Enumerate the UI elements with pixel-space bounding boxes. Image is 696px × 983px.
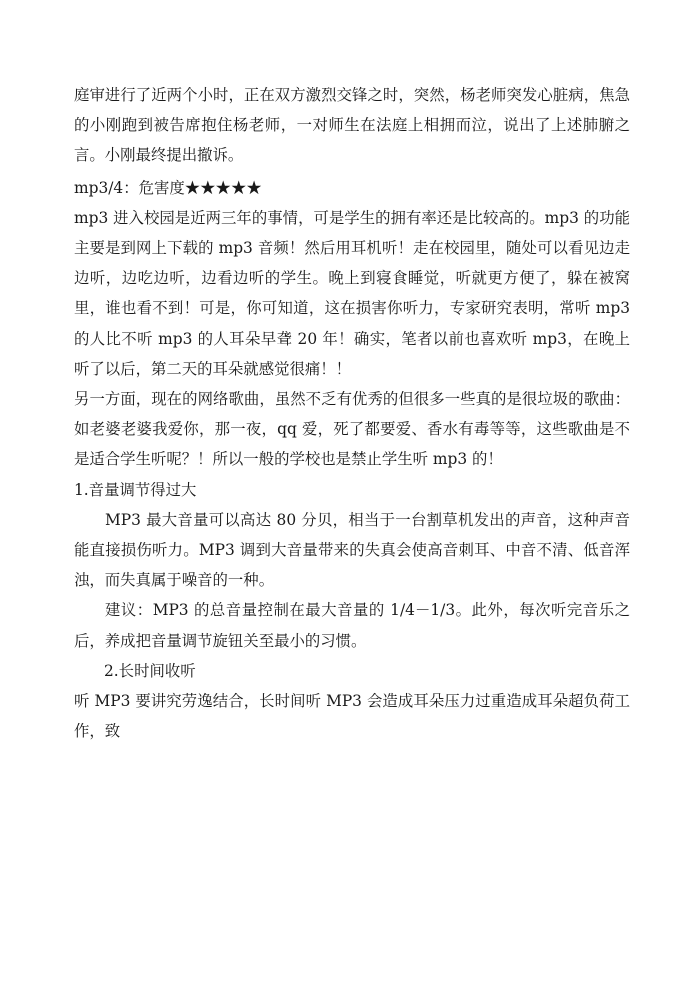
body-paragraph-volume-detail: MP3 最大音量可以高达 80 分贝，相当于一台割草机发出的声音，这种声音能直接损伤听力。MP3 调到大音量带来的失真会使高音刺耳、中音不清、低音浑浊，而失真属于噪音的一种。 <box>74 510 630 590</box>
numbered-heading-volume: 1.音量调节得过大 <box>74 480 197 499</box>
body-paragraph-trial: 庭审进行了近两个小时，正在双方激烈交锋之时，突然，杨老师突发心脏病，焦急的小刚跑到被告席抱住杨老师，一对师生在法庭上相拥而泣，说出了上述肺腑之言。小刚最终提出撤诉。 <box>74 86 630 165</box>
body-paragraph-network-songs: 另一方面，现在的网络歌曲，虽然不乏有优秀的但很多一些真的是很垃圾的歌曲：如老婆老婆我爱你，那一夜，qq 爱，死了都要爱、香水有毒等等，这些歌曲是不是适合学生听呢？！所以一般的学校也是禁止学生听 mp3 的！ <box>74 390 630 469</box>
body-paragraph-mp3-campus: mp3 进入校园是近两三年的事情，可是学生的拥有率还是比较高的。mp3 的功能主要是到网上下载的 mp3 音频！然后用耳机听！走在校园里，随处可以看见边走边听，边吃边听，边看边听的学生。晚上到寝食睡觉，听就更方便了，躲在被窝里，谁也看不到！可是，你可知道，这在损害你听力，专家研究表明，常听 mp3 的人比不听 mp3 的人耳朵早聋 20 年！确实，笔者以前也喜欢听 mp3，在晚上听了以后，第二天的耳朵就感觉很痛！！ <box>74 208 630 378</box>
body-paragraph-suggestion: 建议：MP3 的总音量控制在最大音量的 1/4－1/3。此外，每次听完音乐之后，养成把音量调节旋钮关至最小的习惯。 <box>74 601 630 650</box>
section-heading-mp3-harm: mp3/4：危害度★★★★★ <box>74 178 262 197</box>
numbered-heading-long-listening: 2.长时间收听 <box>104 661 196 680</box>
body-paragraph-rest: 听 MP3 要讲究劳逸结合，长时间听 MP3 会造成耳朵压力过重造成耳朵超负荷工作，致 <box>74 692 630 741</box>
